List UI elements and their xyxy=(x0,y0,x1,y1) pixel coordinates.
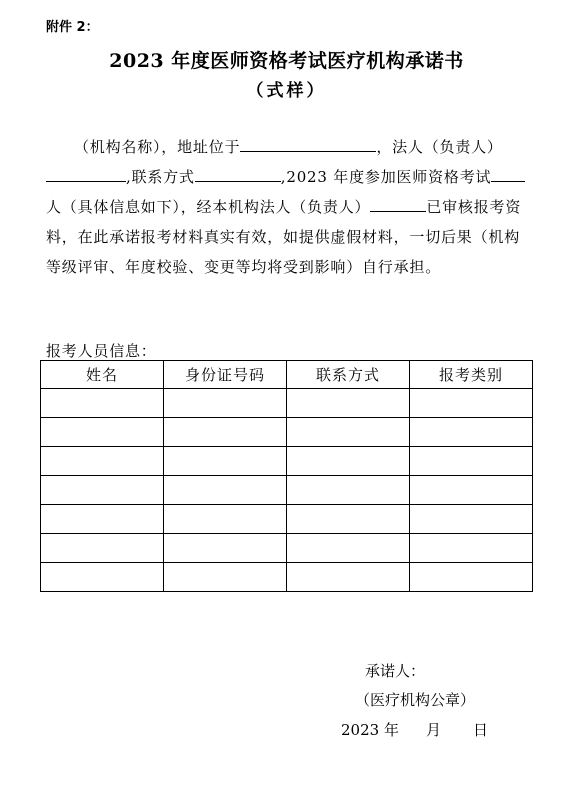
reviewer-blank xyxy=(370,197,426,212)
contact-blank xyxy=(195,167,281,182)
table-row xyxy=(41,418,533,447)
paragraph-line-4: 料，在此承诺报考材料真实有效，如提供虚假材料，一切后果（机构 xyxy=(46,228,521,246)
table-cell[interactable] xyxy=(287,418,410,447)
table-row xyxy=(41,534,533,563)
table-row xyxy=(41,563,533,592)
legal-person-blank xyxy=(46,167,126,182)
paragraph-line-2 xyxy=(46,162,530,192)
header-id-number: 身份证号码 xyxy=(164,361,287,389)
table-cell[interactable] xyxy=(410,389,533,418)
table-cell[interactable] xyxy=(164,563,287,592)
date-month: 月 xyxy=(426,721,442,739)
table-header-row xyxy=(41,361,533,389)
table-cell[interactable] xyxy=(410,418,533,447)
paragraph-line-2-end: ,2023 年度参加医师资格考试 xyxy=(280,168,492,186)
header-contact: 联系方式 xyxy=(287,361,410,389)
paragraph-line-3-end: 已审核报考资 xyxy=(426,198,522,216)
table-cell[interactable] xyxy=(164,534,287,563)
table-cell[interactable] xyxy=(41,447,164,476)
table-cell[interactable] xyxy=(41,389,164,418)
document-subtitle: （式样） xyxy=(246,81,327,101)
header-exam-category: 报考类别 xyxy=(410,361,533,389)
applicant-table xyxy=(40,360,533,592)
paragraph-line-5: 等级评审、年度校验、变更等均将受到影响）自行承担。 xyxy=(46,258,442,276)
address-blank xyxy=(240,137,376,152)
table-cell[interactable] xyxy=(41,476,164,505)
table-cell[interactable] xyxy=(287,505,410,534)
count-blank xyxy=(491,167,525,182)
table-cell[interactable] xyxy=(287,389,410,418)
table-cell[interactable] xyxy=(164,389,287,418)
paragraph-line-1-start: （机构名称），地址位于 xyxy=(74,138,241,156)
table-cell[interactable] xyxy=(410,476,533,505)
paragraph-line-1 xyxy=(46,132,530,162)
table-cell[interactable] xyxy=(287,476,410,505)
table-cell[interactable] xyxy=(410,447,533,476)
attachment-label: 附件 2： xyxy=(46,20,99,35)
document-title: 2023 年度医师资格考试医疗机构承诺书 xyxy=(109,50,464,72)
table-cell[interactable] xyxy=(41,534,164,563)
table-row xyxy=(41,447,533,476)
paragraph-line-2-start: ,联系方式 xyxy=(126,168,195,186)
header-name: 姓名 xyxy=(41,361,164,389)
table-cell[interactable] xyxy=(287,563,410,592)
seal-label: （医疗机构公章） xyxy=(355,691,476,709)
date-day: 日 xyxy=(473,721,489,739)
table-cell[interactable] xyxy=(164,447,287,476)
table-cell[interactable] xyxy=(164,505,287,534)
table-cell[interactable] xyxy=(164,476,287,505)
commitment-paragraph xyxy=(46,132,530,282)
table-cell[interactable] xyxy=(410,505,533,534)
paragraph-line-3-start: 人（具体信息如下），经本机构法人（负责人） xyxy=(46,198,371,216)
table-cell[interactable] xyxy=(41,418,164,447)
table-row xyxy=(41,389,533,418)
table-cell[interactable] xyxy=(287,447,410,476)
paragraph-line-3 xyxy=(46,192,530,222)
date-year: 2023 年 xyxy=(341,721,399,739)
table-cell[interactable] xyxy=(41,563,164,592)
table-cell[interactable] xyxy=(410,563,533,592)
table-cell[interactable] xyxy=(410,534,533,563)
promisor-label: 承诺人： xyxy=(365,662,426,680)
table-cell[interactable] xyxy=(41,505,164,534)
table-cell[interactable] xyxy=(287,534,410,563)
applicant-info-label: 报考人员信息： xyxy=(46,342,157,360)
table-cell[interactable] xyxy=(164,418,287,447)
table-row xyxy=(41,476,533,505)
table-row xyxy=(41,505,533,534)
paragraph-line-1-end: ，法人（负责人） xyxy=(376,138,503,156)
